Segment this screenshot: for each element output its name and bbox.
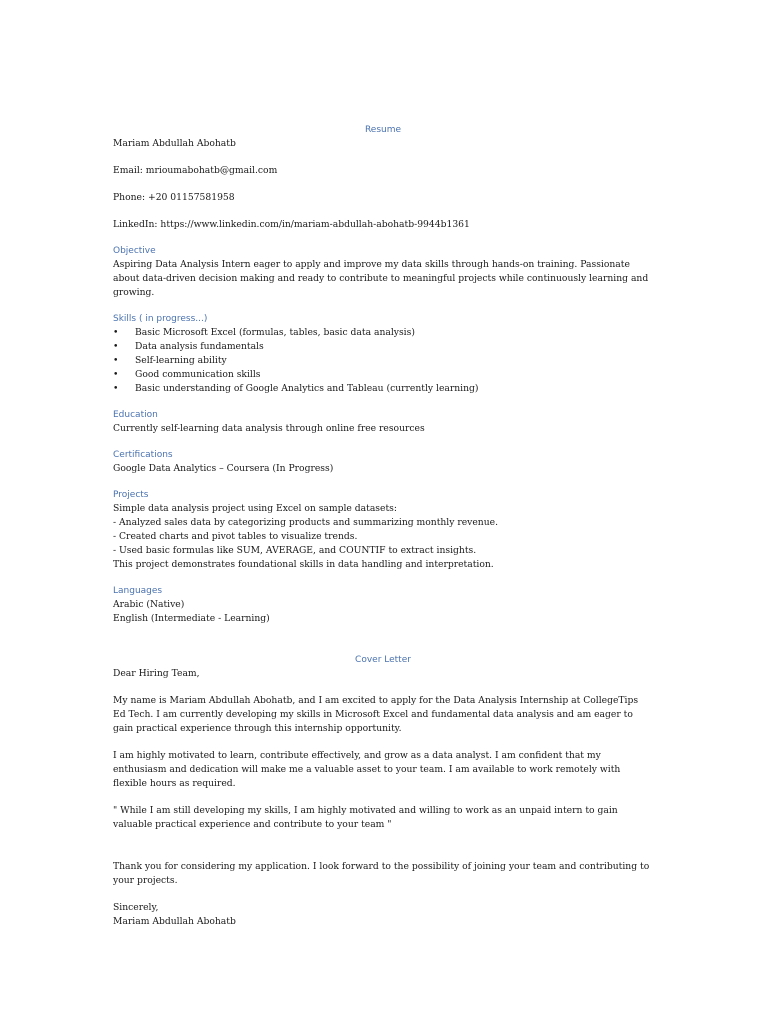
signature-name: Mariam Abdullah Abohatb <box>113 916 236 927</box>
cover-paragraph: My name is Mariam Abdullah Abohatb, and I am excited to apply for the Data Analysis Internship at CollegeTips Ed Tech. I am currently developing my skills in Microsoft Excel and fundamental data analysis and am eager to gain practical experience through this internship opportunity. <box>113 695 639 734</box>
list-item <box>113 354 653 368</box>
education-heading: Education <box>113 410 158 420</box>
candidate-name: Mariam Abdullah Abohatb <box>113 138 236 149</box>
bullet-glyph: • <box>113 369 119 380</box>
skills-heading: Skills ( in progress...) <box>113 314 208 324</box>
language-item: Arabic (Native) <box>113 599 185 610</box>
resume-heading: Resume <box>364 125 402 135</box>
projects-heading: Projects <box>113 490 149 500</box>
closing: Sincerely, <box>113 902 159 913</box>
language-item: English (Intermediate - Learning) <box>113 613 270 624</box>
document-page <box>113 124 653 929</box>
skill-text: Basic understanding of Google Analytics and Tableau (currently learning) <box>135 383 479 394</box>
skill-text: Good communication skills <box>135 369 261 380</box>
skills-list <box>113 326 653 396</box>
phone-line: Phone: +20 01157581958 <box>113 192 235 203</box>
cover-letter-heading: Cover Letter <box>355 655 411 665</box>
cover-paragraph: Thank you for considering my application. I look forward to the possibility of joining your team and contributing to your projects. <box>113 861 650 886</box>
certifications-heading: Certifications <box>113 450 173 460</box>
certifications-text: Google Data Analytics – Coursera (In Progress) <box>113 463 334 474</box>
bullet-glyph: • <box>113 355 119 366</box>
objective-heading: Objective <box>113 246 156 256</box>
languages-heading: Languages <box>113 586 163 596</box>
skill-text: Data analysis fundamentals <box>135 341 264 352</box>
project-line: - Analyzed sales data by categorizing products and summarizing monthly revenue. <box>113 517 499 528</box>
bullet-glyph: • <box>113 327 119 338</box>
cover-paragraph: " While I am still developing my skills, I am highly motivated and willing to work as an unpaid intern to gain valuable practical experience and contribute to your team " <box>113 805 618 830</box>
list-item <box>113 326 653 340</box>
list-item <box>113 340 653 354</box>
skill-text: Self-learning ability <box>135 355 227 366</box>
bullet-glyph: • <box>113 383 119 394</box>
list-item <box>113 382 653 396</box>
cover-paragraph: I am highly motivated to learn, contribute effectively, and grow as a data analyst. I am confident that my enthusiasm and dedication will make me a valuable asset to your team. I am available to work remotely with flexible hours as required. <box>113 750 621 789</box>
greeting: Dear Hiring Team, <box>113 668 200 679</box>
bullet-glyph: • <box>113 341 119 352</box>
project-line: - Used basic formulas like SUM, AVERAGE, and COUNTIF to extract insights. <box>113 545 477 556</box>
project-line: Simple data analysis project using Excel on sample datasets: <box>113 503 397 514</box>
objective-text: Aspiring Data Analysis Intern eager to apply and improve my data skills through hands-on training. Passionate about data-driven decision making and ready to contribute to meaningful projects while continuously learning and growing. <box>113 259 649 298</box>
project-line: - Created charts and pivot tables to visualize trends. <box>113 531 358 542</box>
email-line: Email: mrioumabohatb@gmail.com <box>113 165 278 176</box>
skill-text: Basic Microsoft Excel (formulas, tables, basic data analysis) <box>135 327 415 338</box>
project-line: This project demonstrates foundational skills in data handling and interpretation. <box>113 559 494 570</box>
education-text: Currently self-learning data analysis through online free resources <box>113 423 425 434</box>
list-item <box>113 368 653 382</box>
linkedin-line: LinkedIn: https://www.linkedin.com/in/mariam-abdullah-abohatb-9944b1361 <box>113 219 470 230</box>
